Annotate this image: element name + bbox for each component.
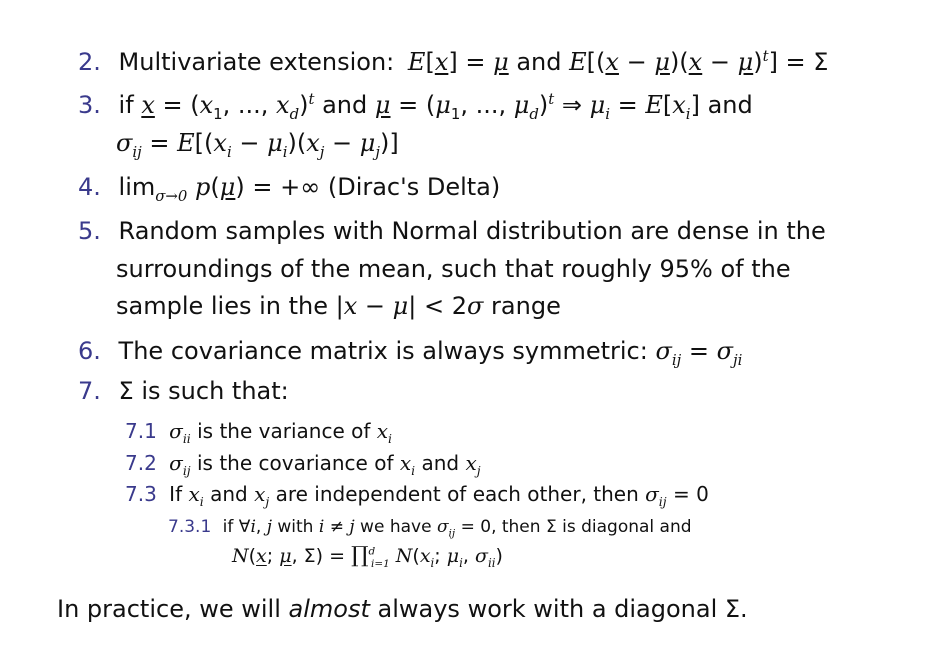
formula-xi: $x_i$ bbox=[188, 482, 204, 509]
list-item-7-2 bbox=[125, 450, 481, 476]
formula-product: N(x; μ, Σ) = ∏$^d_{i=1}$ $N(x_i$; $\mu_i$, $\sigma_{ii}$) bbox=[232, 543, 503, 570]
sigma-symbol: Σ bbox=[545, 517, 557, 537]
list-item-3 bbox=[78, 90, 753, 123]
item-number: 7.2 bbox=[125, 451, 157, 475]
item-if: if bbox=[222, 517, 234, 537]
formula-mean: E[x] = μ bbox=[407, 48, 509, 76]
conclusion bbox=[57, 594, 748, 624]
formula-zero-cov: $\sigma_{ij} = 0$ bbox=[645, 482, 709, 509]
item-number: 6. bbox=[78, 337, 101, 365]
item-if: If bbox=[169, 482, 183, 506]
list-item-7-3 bbox=[125, 481, 709, 507]
conclusion-prefix: In practice, we will bbox=[57, 595, 281, 623]
list-item-7-3-1 bbox=[168, 516, 692, 538]
list-item-7-3-1-formula bbox=[232, 543, 503, 569]
list-item-3-continuation bbox=[116, 128, 399, 161]
formula-xj: $x_j$ bbox=[254, 482, 270, 509]
item-text: is the covariance of bbox=[197, 451, 394, 475]
lim-subscript: σ→0 bbox=[155, 186, 188, 205]
item-then: , then bbox=[491, 517, 541, 537]
item-and: and bbox=[210, 482, 248, 506]
formula-xi: $x_i$ bbox=[376, 419, 392, 446]
formula-forall: ∀i, j bbox=[238, 517, 272, 537]
list-item-6 bbox=[78, 336, 743, 369]
item-and: and bbox=[322, 91, 368, 119]
conclusion-emphasis: almost bbox=[288, 595, 370, 623]
item-number: 2. bbox=[78, 48, 101, 76]
formula-neq: i ≠ j bbox=[318, 517, 355, 537]
item-we-have: we have bbox=[360, 517, 432, 537]
item-number: 7.1 bbox=[125, 419, 157, 443]
list-item-2 bbox=[78, 47, 828, 77]
item-number: 7. bbox=[78, 377, 101, 405]
formula-covariance: $E[(x - \mu)(x - \mu)^t] = \Sigma$ bbox=[569, 47, 829, 76]
item-number: 7.3.1 bbox=[168, 517, 212, 537]
item-if: if bbox=[118, 91, 134, 119]
formula-sigma-ij: $\sigma_{ij}$ bbox=[169, 451, 191, 478]
item-lim: lim bbox=[118, 173, 156, 201]
sigma-symbol: Σ bbox=[118, 377, 134, 405]
list-item-7 bbox=[78, 376, 289, 406]
formula-symmetric: $\sigma_{ij} = \sigma_{ji}$ bbox=[655, 337, 743, 369]
formula-x-vector: $x = (x_1$, ..., $x_d)^t$ bbox=[141, 90, 315, 123]
item-and: and bbox=[421, 451, 460, 475]
formula-xj: $x_j$ bbox=[465, 451, 481, 478]
item-and: and bbox=[707, 91, 753, 119]
formula-limit: p(μ) = +∞ bbox=[195, 173, 321, 201]
formula-zero: $\sigma_{ij} = 0$ bbox=[436, 517, 492, 540]
item-number: 3. bbox=[78, 91, 101, 119]
list-item-5-line-3 bbox=[116, 291, 561, 321]
item-suffix: (Dirac's Delta) bbox=[327, 173, 501, 201]
list-item-5-line-2 bbox=[116, 254, 791, 284]
item-text: is diagonal and bbox=[562, 517, 692, 537]
item-text: is the variance of bbox=[197, 419, 371, 443]
list-item-4 bbox=[78, 172, 501, 205]
item-text: are independent of each other, then bbox=[275, 482, 639, 506]
item-number: 7.3 bbox=[125, 482, 157, 506]
formula-mu-vector: $\mu = (\mu_1$, ..., $\mu_d)^t$ ⇒ $\mu_i = E[x_i]$ bbox=[374, 90, 700, 123]
formula-range: |x − μ| < 2σ bbox=[335, 292, 484, 320]
conclusion-suffix: always work with a diagonal Σ. bbox=[377, 595, 748, 623]
item-number: 5. bbox=[78, 217, 101, 245]
list-item-5 bbox=[78, 216, 826, 246]
item-and: and bbox=[516, 48, 562, 76]
item-line-3-suffix: range bbox=[491, 292, 561, 320]
item-text: Multivariate extension: bbox=[118, 48, 395, 76]
item-line-1: Random samples with Normal distribution are dense in the bbox=[118, 217, 826, 245]
item-line-3-prefix: sample lies in the bbox=[116, 292, 329, 320]
item-with: with bbox=[277, 517, 314, 537]
formula-sigma-ij: $\sigma_{ij} = E[(x_i - \mu_i)(x_j - \mu_j)]$ bbox=[116, 129, 399, 161]
formula-sigma-ii: $\sigma_{ii}$ bbox=[169, 419, 191, 446]
item-line-2: surroundings of the mean, such that roughly 95% of the bbox=[116, 255, 791, 283]
item-text: The covariance matrix is always symmetric: bbox=[118, 337, 648, 365]
list-item-7-1 bbox=[125, 418, 392, 444]
item-number: 4. bbox=[78, 173, 101, 201]
formula-xi: $x_i$ bbox=[399, 451, 416, 478]
item-text: is such that: bbox=[141, 377, 289, 405]
